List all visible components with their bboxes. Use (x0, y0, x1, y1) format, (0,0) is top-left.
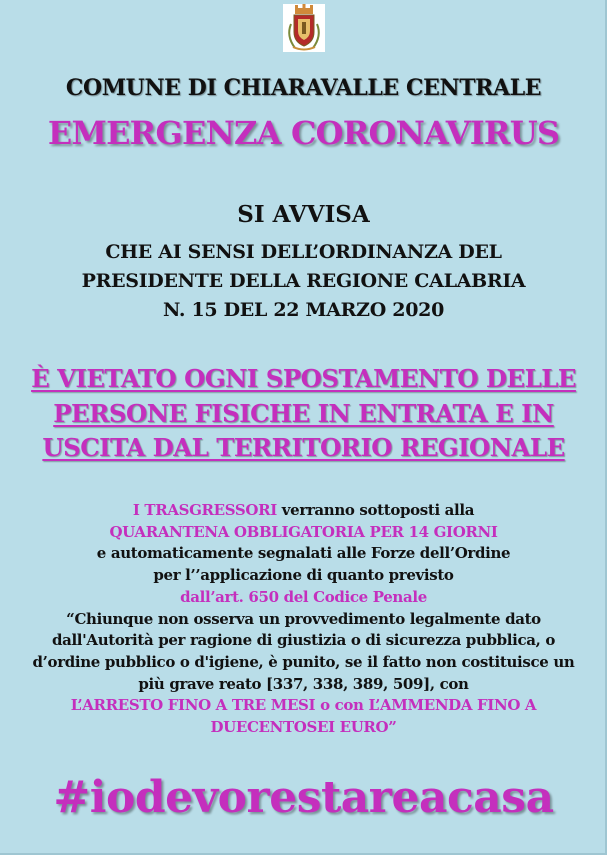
quote-line: più grave reato [337, 338, 389, 509], con (138, 674, 469, 693)
penalty-line: DUECENTOSEI EURO” (210, 718, 397, 737)
ordinance-line: PRESIDENTE DELLA REGIONE CALABRIA (81, 270, 526, 292)
ordinance-reference (0, 238, 607, 325)
ordinance-line: CHE AI SENSI DELL’ORDINANZA DEL (105, 241, 502, 263)
prohibition-block (0, 362, 607, 466)
transgressors-label: I TRASGRESSORI (132, 501, 277, 519)
quote-line: “Chiunque non osserva un provvedimento legalmente dato (66, 609, 541, 628)
body-fragment: verranno sottoposti alla (276, 501, 475, 519)
emergency-title: EMERGENZA CORONAVIRUS (47, 114, 560, 152)
hashtag: #iodevorestareacasa (53, 772, 554, 823)
ordinance-line: N. 15 DEL 22 MARZO 2020 (162, 299, 444, 321)
coat-of-arms-icon (283, 4, 325, 52)
prohibition-line: È VIETATO OGNI SPOSTAMENTO DELLE (31, 364, 576, 393)
notice-heading: SI AVVISA (237, 201, 370, 228)
quote-line: dall'Autorità per ragione di giustizia o di sicurezza pubblica, o (51, 631, 556, 650)
prohibition-line: USCITA DAL TERRITORIO REGIONALE (42, 433, 565, 462)
quarantine-line: QUARANTENA OBBLIGATORIA PER 14 GIORNI (109, 522, 498, 541)
quote-line: d’ordine pubblico o d'igiene, è punito, se il fatto non costituisce un (32, 652, 575, 671)
comune-heading: COMUNE DI CHIARAVALLE CENTRALE (65, 75, 542, 101)
body-line: e automaticamente segnalati alle Forze dell’Ordine (96, 544, 511, 563)
penalty-line: L’ARRESTO FINO A TRE MESI o con L’AMMENDA FINO A (70, 696, 537, 715)
prohibition-line: PERSONE FISICHE IN ENTRATA E IN (53, 398, 554, 428)
body-line (0, 500, 607, 522)
body-line: per l’’applicazione di quanto previsto (153, 566, 454, 585)
penalty-text (0, 500, 607, 739)
penal-code-reference: dall’art. 650 del Codice Penale (180, 587, 427, 606)
